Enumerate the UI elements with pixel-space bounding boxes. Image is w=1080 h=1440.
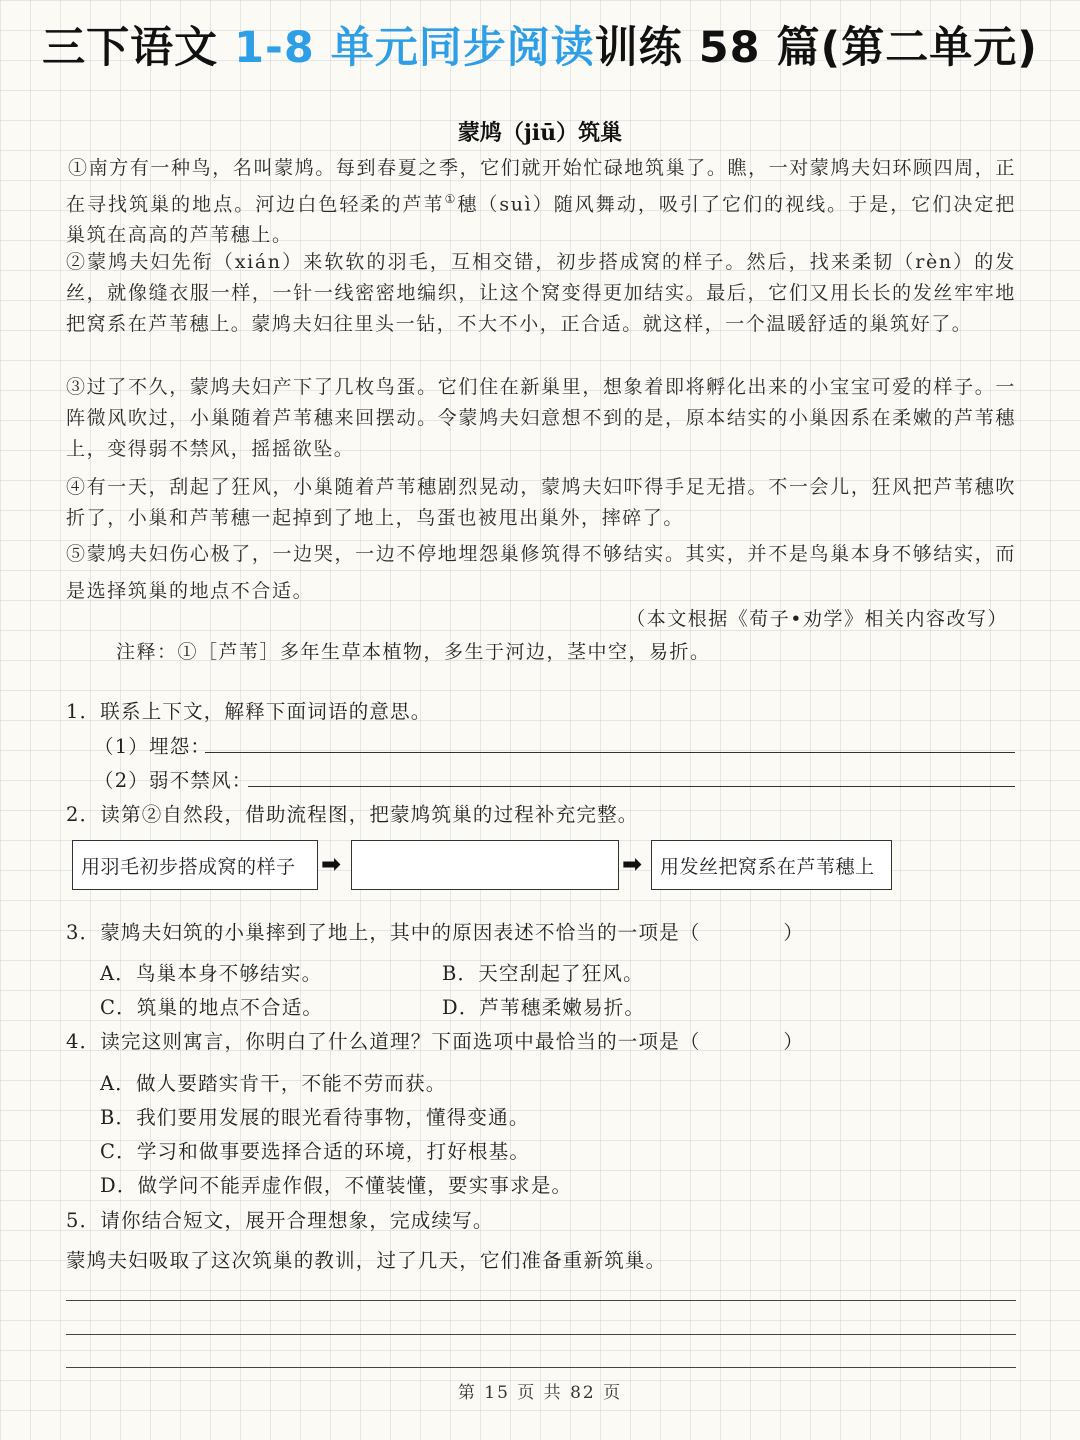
worksheet-title: [0, 14, 1080, 75]
footnote-mark: ①: [444, 192, 458, 206]
paragraph-5: ⑤蒙鸠夫妇伤心极了，一边哭，一边不停地埋怨巢修筑得不够结实。其实，并不是鸟巢本身不够结实，而是选择筑巢的地点不合适。: [66, 543, 1016, 602]
question-3-option-d[interactable]: D．芦苇穗柔嫩易折。: [442, 996, 646, 1019]
writing-line-2[interactable]: [66, 1334, 1016, 1335]
page-number: 第 15 页 共 82 页: [457, 1383, 623, 1403]
flow-step-1: 用羽毛初步搭成窝的样子: [72, 840, 318, 890]
paragraph-4: ④有一天，刮起了狂风，小巢随着芦苇穗剧烈晃动，蒙鸠夫妇吓得手足无措。不一会儿，狂风把芦苇穗吹折了，小巢和芦苇穗一起掉到了地上，鸟蛋也被甩出巢外，摔碎了。: [66, 476, 1016, 529]
question-4-option-c[interactable]: C．学习和做事要选择合适的环境，打好根基。: [100, 1140, 531, 1163]
question-1a-label: （1）埋怨：: [94, 735, 212, 758]
writing-line-3[interactable]: [66, 1367, 1016, 1368]
flow-arrow-2: ➡: [622, 850, 643, 878]
question-1b-label: （2）弱不禁风：: [94, 769, 253, 792]
paragraph-1: [66, 153, 1016, 251]
question-3-option-c[interactable]: C．筑巢的地点不合适。: [100, 996, 324, 1019]
paragraph-1-text-a: ①南方有一种鸟，名叫蒙鸠。每到春夏之季，它们就开始忙碌地筑巢了。瞧，一对蒙鸠夫妇环顾四周，正在寻找筑巢的地点。河边白色轻柔的芦苇: [66, 157, 1016, 216]
question-2-stem: 2．读第②自然段，借助流程图，把蒙鸠筑巢的过程补充完整。: [66, 803, 639, 826]
question-1-stem: 1．联系上下文，解释下面词语的意思。: [66, 700, 432, 723]
question-3-stem: 3．蒙鸠夫妇筑的小巢摔到了地上，其中的原因表述不恰当的一项是（ ）: [66, 921, 805, 944]
title-part-2: 训练 58 篇(第二单元): [594, 23, 1038, 73]
question-5-prompt: 蒙鸠夫妇吸取了这次筑巢的教训，过了几天，它们准备重新筑巢。: [66, 1249, 667, 1272]
question-4-option-a[interactable]: A．做人要踏实肯干，不能不劳而获。: [100, 1072, 447, 1095]
source-note: （本文根据《荀子•劝学》相关内容改写）: [626, 608, 1008, 630]
title-accent: 1-8 单元同步阅读: [234, 23, 595, 73]
answer-line-1a[interactable]: [205, 752, 1015, 753]
writing-line-1[interactable]: [66, 1300, 1016, 1301]
paragraph-1-text-b: 穗（suì）随风舞动，吸引了它们的视线。于是，它们决定把巢筑在高高的芦苇穗上。: [66, 193, 1016, 247]
annotation-note: 注释：①［芦苇］多年生草本植物，多生于河边，茎中空，易折。: [116, 641, 711, 663]
question-4-option-b[interactable]: B．我们要用发展的眼光看待事物，懂得变通。: [100, 1106, 530, 1129]
title-part-1: 三下语文: [42, 23, 235, 73]
question-4-option-d[interactable]: D．做学问不能弄虚作假，不懂装懂，要实事求是。: [100, 1174, 573, 1197]
flow-step-2-blank[interactable]: [351, 840, 619, 890]
flow-arrow-1: ➡: [321, 850, 342, 878]
article-title: 蒙鸠（jiū）筑巢: [457, 120, 623, 146]
paragraph-2: ②蒙鸠夫妇先衔（xián）来软软的羽毛，互相交错，初步搭成窝的样子。然后，找来柔韧（rèn）的发丝，就像缝衣服一样，一针一线密密地编织，让这个窝变得更加结实。最后，它们又用长长的发丝牢牢地把窝系在芦苇穗上。蒙鸠夫妇往里头一钻，不大不小，正合适。就这样，一个温暖舒适的巢筑好了。: [66, 251, 1016, 335]
question-5-stem: 5．请你结合短文，展开合理想象，完成续写。: [66, 1209, 494, 1232]
question-4-stem: 4．读完这则寓言，你明白了什么道理？下面选项中最恰当的一项是（ ）: [66, 1030, 805, 1053]
answer-line-1b[interactable]: [248, 786, 1015, 787]
question-3-option-a[interactable]: A．鸟巢本身不够结实。: [100, 962, 323, 985]
question-3-option-b[interactable]: B．天空刮起了狂风。: [442, 962, 644, 985]
flow-step-3: 用发丝把窝系在芦苇穗上: [651, 840, 892, 890]
paragraph-3: ③过了不久，蒙鸠夫妇产下了几枚鸟蛋。它们住在新巢里，想象着即将孵化出来的小宝宝可爱的样子。一阵微风吹过，小巢随着芦苇穗来回摆动。令蒙鸠夫妇意想不到的是，原本结实的小巢因系在柔嫩的芦苇穗上，变得弱不禁风，摇摇欲坠。: [66, 376, 1016, 460]
